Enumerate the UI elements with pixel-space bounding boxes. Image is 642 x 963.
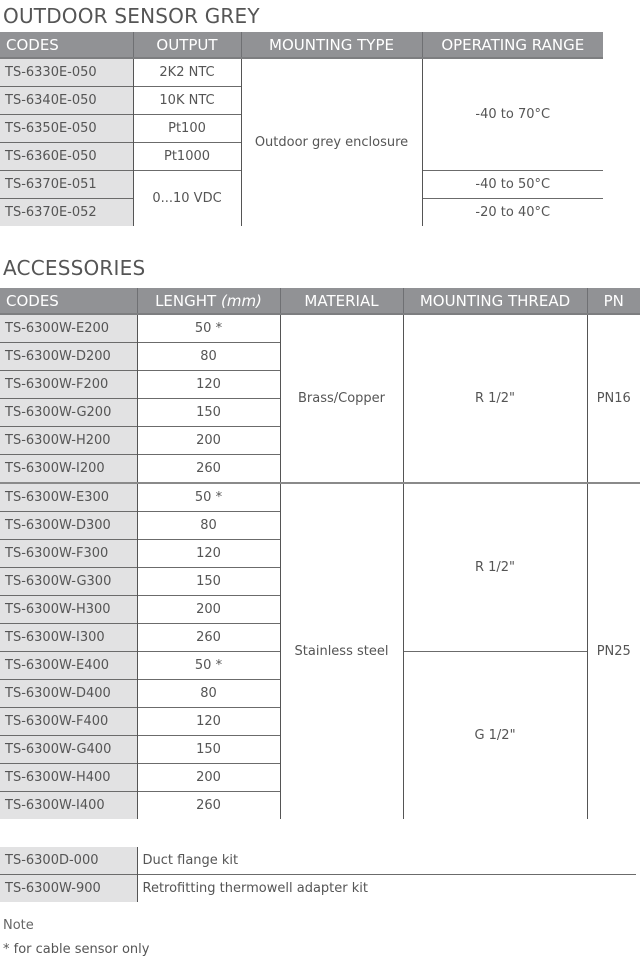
- pn-cell: PN16: [587, 314, 640, 483]
- code-cell: TS-6300W-I400: [0, 792, 137, 820]
- kit-code-cell: TS-6300D-000: [0, 847, 137, 875]
- header-output: OUTPUT: [133, 32, 241, 58]
- mounting-thread-cell: R 1/2": [403, 314, 587, 483]
- outdoor-section-title: OUTDOOR SENSOR GREY: [3, 4, 260, 28]
- mounting-thread-cell: G 1/2": [403, 652, 587, 820]
- outdoor-sensor-table: [0, 32, 603, 226]
- material-cell: Brass/Copper: [280, 314, 403, 483]
- output-cell: 10K NTC: [133, 87, 241, 115]
- code-cell: TS-6300W-H200: [0, 427, 137, 455]
- header-length-label: LENGHT: [155, 291, 217, 310]
- header-length-unit: (mm): [220, 291, 262, 310]
- table-row: [0, 847, 636, 875]
- mounting-thread-cell: R 1/2": [403, 483, 587, 652]
- header-codes: CODES: [0, 32, 133, 58]
- length-cell: 200: [137, 427, 280, 455]
- operating-range-cell: -40 to 70°C: [422, 58, 603, 171]
- length-cell: 120: [137, 540, 280, 568]
- table-row: [0, 58, 603, 87]
- kits-table: [0, 847, 636, 902]
- table-row: [0, 483, 640, 512]
- code-cell: TS-6300W-E300: [0, 483, 137, 512]
- code-cell: TS-6300W-H400: [0, 764, 137, 792]
- accessories-header-row: [0, 288, 640, 314]
- code-cell: TS-6300W-H300: [0, 596, 137, 624]
- length-cell: 50 *: [137, 652, 280, 680]
- outdoor-header-row: [0, 32, 603, 58]
- header-material: MATERIAL: [280, 288, 403, 314]
- length-cell: 150: [137, 736, 280, 764]
- code-cell: TS-6300W-D400: [0, 680, 137, 708]
- length-cell: 120: [137, 708, 280, 736]
- code-cell: TS-6300W-E400: [0, 652, 137, 680]
- code-cell: TS-6300W-D300: [0, 512, 137, 540]
- length-cell: 50 *: [137, 483, 280, 512]
- header-pn: PN: [587, 288, 640, 314]
- header-mounting-type: MOUNTING TYPE: [241, 32, 422, 58]
- code-cell: TS-6300W-I300: [0, 624, 137, 652]
- length-cell: 50 *: [137, 314, 280, 343]
- code-cell: TS-6300W-G200: [0, 399, 137, 427]
- code-cell: TS-6300W-I200: [0, 455, 137, 484]
- accessories-section-title: ACCESSORIES: [3, 256, 146, 280]
- output-cell: 0...10 VDC: [133, 171, 241, 227]
- code-cell: TS-6330E-050: [0, 58, 133, 87]
- mounting-type-cell: Outdoor grey enclosure: [241, 58, 422, 226]
- kit-code-cell: TS-6300W-900: [0, 875, 137, 903]
- output-cell: Pt100: [133, 115, 241, 143]
- code-cell: TS-6370E-051: [0, 171, 133, 199]
- header-operating-range: OPERATING RANGE: [422, 32, 603, 58]
- code-cell: TS-6350E-050: [0, 115, 133, 143]
- kit-description-cell: Duct flange kit: [137, 847, 636, 875]
- code-cell: TS-6360E-050: [0, 143, 133, 171]
- operating-range-cell: -40 to 50°C: [422, 171, 603, 199]
- header-length: [137, 288, 280, 314]
- code-cell: TS-6300W-F400: [0, 708, 137, 736]
- table-row: [0, 314, 640, 343]
- length-cell: 120: [137, 371, 280, 399]
- length-cell: 200: [137, 764, 280, 792]
- length-cell: 200: [137, 596, 280, 624]
- output-cell: 2K2 NTC: [133, 58, 241, 87]
- code-cell: TS-6370E-052: [0, 199, 133, 227]
- material-cell: Stainless steel: [280, 483, 403, 819]
- code-cell: TS-6340E-050: [0, 87, 133, 115]
- kit-description-cell: Retrofitting thermowell adapter kit: [137, 875, 636, 903]
- note-title: Note: [3, 918, 34, 933]
- pn-cell: PN25: [587, 483, 640, 819]
- code-cell: TS-6300W-E200: [0, 314, 137, 343]
- length-cell: 80: [137, 680, 280, 708]
- length-cell: 260: [137, 792, 280, 820]
- code-cell: TS-6300W-G400: [0, 736, 137, 764]
- table-row: [0, 875, 636, 903]
- header-codes: CODES: [0, 288, 137, 314]
- header-mounting-thread: MOUNTING THREAD: [403, 288, 587, 314]
- length-cell: 260: [137, 455, 280, 484]
- length-cell: 80: [137, 512, 280, 540]
- code-cell: TS-6300W-F300: [0, 540, 137, 568]
- length-cell: 260: [137, 624, 280, 652]
- accessories-table: [0, 288, 640, 819]
- length-cell: 80: [137, 343, 280, 371]
- code-cell: TS-6300W-D200: [0, 343, 137, 371]
- code-cell: TS-6300W-G300: [0, 568, 137, 596]
- length-cell: 150: [137, 399, 280, 427]
- code-cell: TS-6300W-F200: [0, 371, 137, 399]
- output-cell: Pt1000: [133, 143, 241, 171]
- operating-range-cell: -20 to 40°C: [422, 199, 603, 227]
- length-cell: 150: [137, 568, 280, 596]
- note-text: * for cable sensor only: [3, 942, 150, 957]
